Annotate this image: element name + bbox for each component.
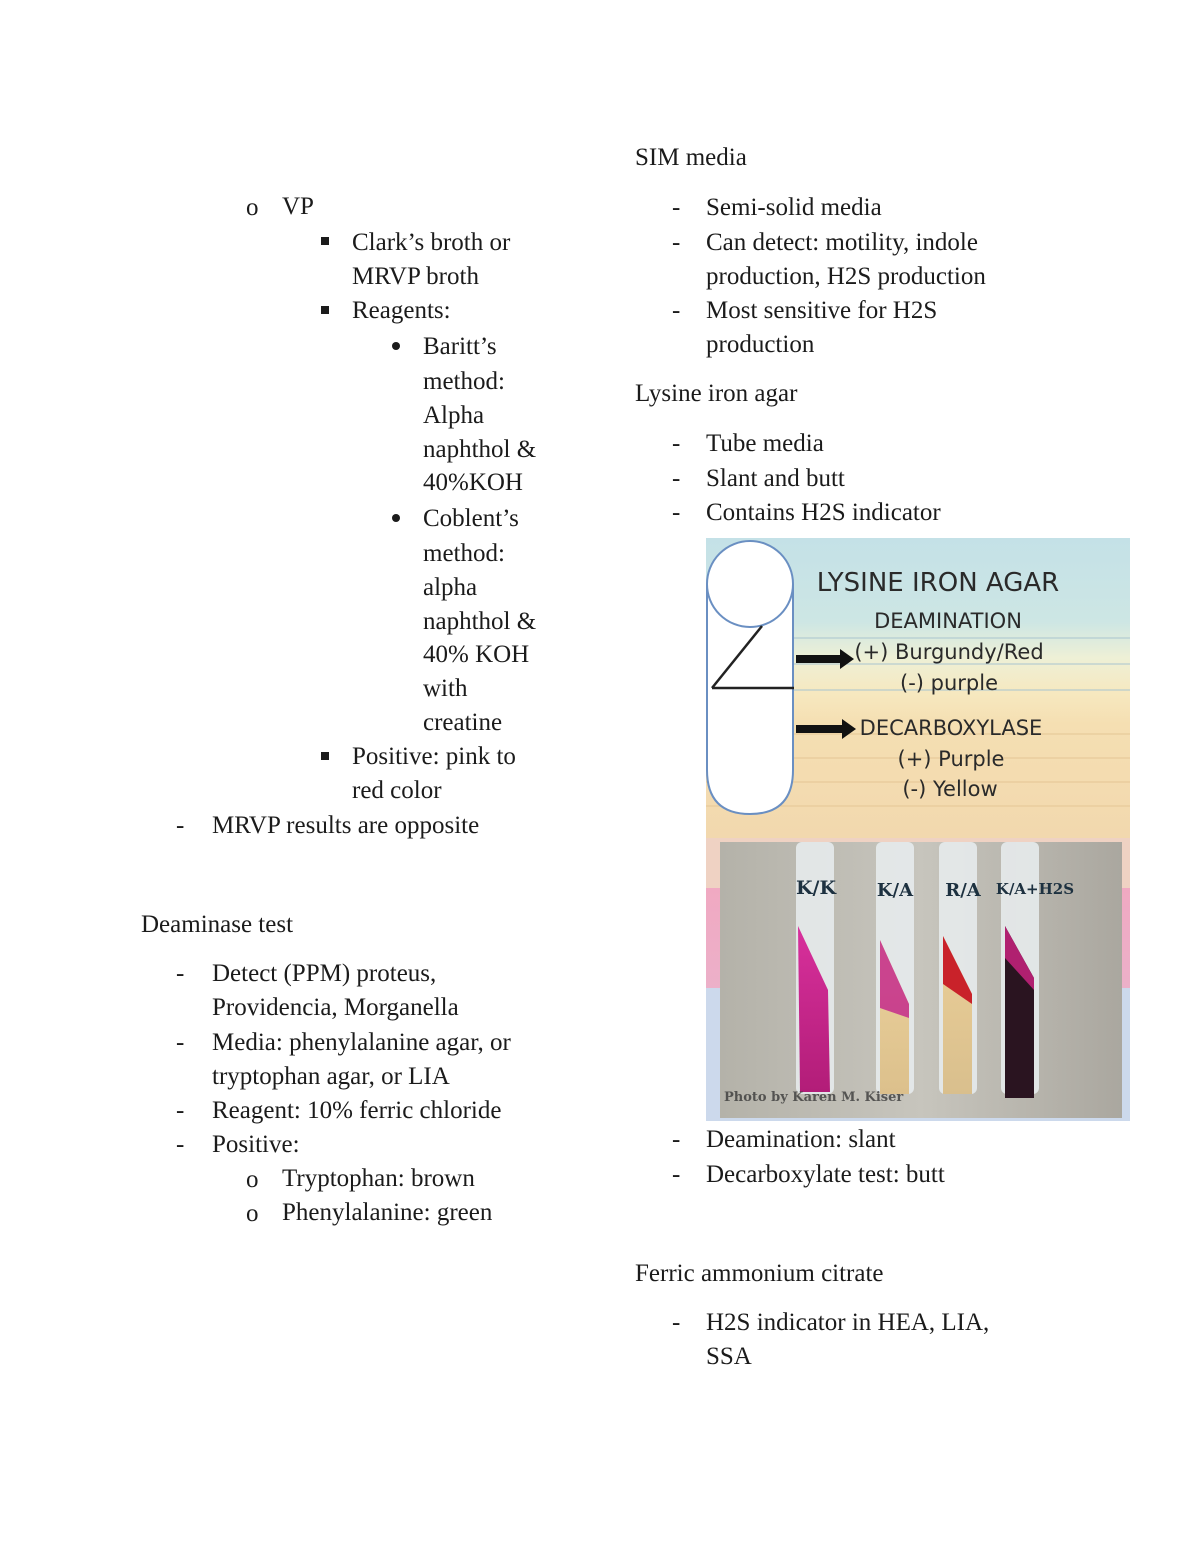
figure-decarboxylase-negative: (-) Yellow xyxy=(902,777,998,801)
sim-item-line: Can detect: motility, indole xyxy=(706,229,978,256)
deaminase-detect-line: Detect (PPM) proteus, xyxy=(212,960,437,987)
dash-bullet: - xyxy=(672,1309,681,1336)
coblent-line: 40% KOH xyxy=(423,641,530,668)
phenylalanine-result: Phenylalanine: green xyxy=(282,1199,493,1226)
deaminase-reagent: Reagent: 10% ferric chloride xyxy=(212,1097,502,1124)
deaminase-media-line: Media: phenylalanine agar, or xyxy=(212,1029,511,1056)
photo-credit: Photo by Karen M. Kiser xyxy=(724,1090,904,1105)
baritt-line: Alpha xyxy=(423,402,485,429)
dash-bullet: - xyxy=(672,430,681,457)
ferric-heading: Ferric ammonium citrate xyxy=(635,1260,884,1287)
dash-bullet: - xyxy=(176,960,185,987)
lia-heading: Lysine iron agar xyxy=(635,380,798,407)
mrvp-note: MRVP results are opposite xyxy=(212,812,480,839)
dash-bullet: - xyxy=(672,1161,681,1188)
lia-figure-graphic xyxy=(706,538,1130,1121)
dash-bullet: - xyxy=(672,297,681,324)
coblent-line: alpha xyxy=(423,574,478,601)
sim-item-line: production, H2S production xyxy=(706,263,986,290)
tube-label: K/A xyxy=(876,880,914,901)
square-bullet xyxy=(321,237,329,245)
baritt-line: naphthol & xyxy=(423,436,537,463)
sim-item-line: Most sensitive for H2S xyxy=(706,297,938,324)
figure-decarboxylase-positive: (+) Purple xyxy=(897,747,1005,771)
lia-item: Contains H2S indicator xyxy=(706,499,941,526)
round-bullet xyxy=(392,514,400,522)
vp-medium-line: Clark’s broth or xyxy=(352,229,511,256)
tube-label: K/A+H2S xyxy=(995,880,1075,898)
vp-positive-line: red color xyxy=(352,777,442,804)
baritt-line: 40%KOH xyxy=(423,469,523,496)
dash-bullet: - xyxy=(176,812,185,839)
coblent-line: with xyxy=(423,675,468,702)
lia-figure xyxy=(706,538,1130,1121)
circle-bullet: o xyxy=(246,1166,259,1193)
square-bullet xyxy=(321,752,329,760)
lia-after-item: Deamination: slant xyxy=(706,1126,896,1153)
tube-label: K/K xyxy=(796,877,836,899)
figure-decarboxylase-label: DECARBOXYLASE xyxy=(859,716,1043,740)
sim-item-line: production xyxy=(706,331,815,358)
baritt-line: Baritt’s xyxy=(423,333,497,360)
sim-item: Semi-solid media xyxy=(706,194,882,221)
dash-bullet: - xyxy=(176,1029,185,1056)
deaminase-positive: Positive: xyxy=(212,1131,300,1158)
ferric-item-line: H2S indicator in HEA, LIA, xyxy=(706,1309,990,1336)
figure-deamination-positive: (+) Burgundy/Red xyxy=(854,640,1044,664)
figure-deamination-negative: (-) purple xyxy=(900,671,998,695)
tube-label: R/A xyxy=(945,880,981,901)
figure-deamination-label: DEAMINATION xyxy=(874,609,1022,633)
deaminase-detect-line: Providencia, Morganella xyxy=(212,994,459,1021)
round-bullet xyxy=(392,342,400,350)
figure-title: LYSINE IRON AGAR xyxy=(816,568,1060,598)
lia-item: Slant and butt xyxy=(706,465,845,492)
dash-bullet: - xyxy=(176,1097,185,1124)
square-bullet xyxy=(321,306,329,314)
sim-heading: SIM media xyxy=(635,144,747,171)
coblent-line: creatine xyxy=(423,709,503,736)
deaminase-media-line: tryptophan agar, or LIA xyxy=(212,1063,450,1090)
lia-after-item: Decarboxylate test: butt xyxy=(706,1161,945,1188)
dash-bullet: - xyxy=(672,1126,681,1153)
dash-bullet: - xyxy=(672,229,681,256)
dash-bullet: - xyxy=(672,194,681,221)
vp-medium-line: MRVP broth xyxy=(352,263,479,290)
deaminase-heading: Deaminase test xyxy=(141,911,294,938)
dash-bullet: - xyxy=(176,1131,185,1158)
dash-bullet: - xyxy=(672,465,681,492)
lia-item: Tube media xyxy=(706,430,824,457)
ferric-item-line: SSA xyxy=(706,1343,752,1370)
circle-bullet: o xyxy=(246,1200,259,1227)
tryptophan-result: Tryptophan: brown xyxy=(282,1165,475,1192)
coblent-line: method: xyxy=(423,540,505,567)
vp-positive-line: Positive: pink to xyxy=(352,743,516,770)
dash-bullet: - xyxy=(672,499,681,526)
baritt-line: method: xyxy=(423,368,505,395)
circle-bullet: o xyxy=(246,194,259,221)
coblent-line: naphthol & xyxy=(423,608,537,635)
vp-title: VP xyxy=(282,193,314,220)
coblent-line: Coblent’s xyxy=(423,505,519,532)
vp-reagents-label: Reagents: xyxy=(352,297,451,324)
